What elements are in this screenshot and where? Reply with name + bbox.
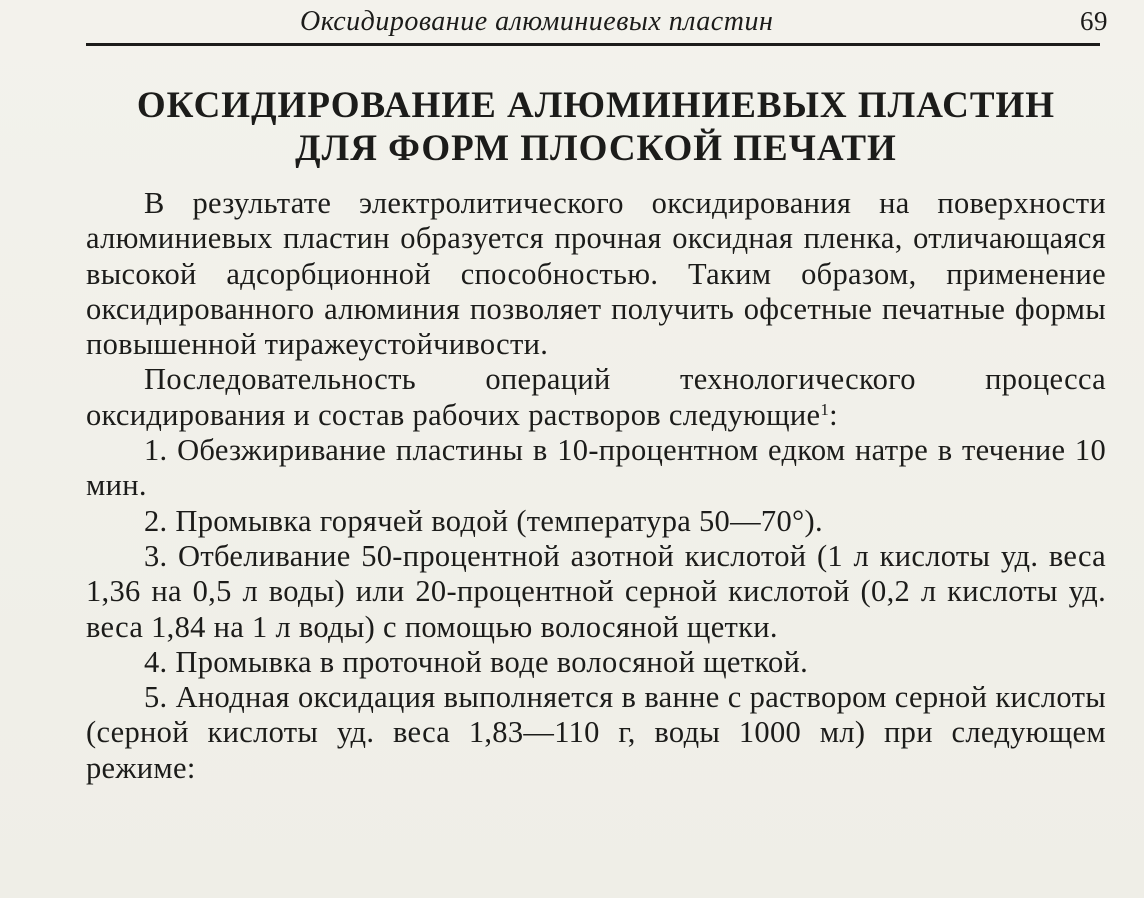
step-2: 2. Промывка горячей водой (температура 50—70°). [144, 503, 823, 538]
paragraph-sequence [86, 362, 1106, 433]
step-4: 4. Промывка в проточной воде волосяной щеткой. [144, 644, 809, 679]
step-3: 3. Отбеливание 50-процентной азотной кислотой (1 л кислоты уд. веса 1,36 на 0,5 л воды) или 20-процентной серной кислотой (0,2 л кислоты уд. веса 1,84 на 1 л воды) с помощью волосяной щетки. [86, 538, 1106, 644]
header-rule [86, 43, 1100, 46]
page-number: 69 [1080, 6, 1108, 36]
paragraph-sequence-colon: : [829, 397, 838, 432]
step-1: 1. Обезжиривание пластины в 10-процентном едком натре в течение 10 мин. [86, 433, 1106, 503]
running-header [86, 6, 1108, 36]
article-body [86, 186, 1106, 786]
footnote-marker: 1 [820, 399, 830, 419]
paragraph-intro: В результате электролитического оксидирования на поверхности алюминиевых пластин образуется прочная оксидная пленка, отличающаяся высокой адсорбционной способностью. Таким образом, применение оксидированного алюминия позволяет получить офсетные печатные формы повышенной тиражеустойчивости. [86, 186, 1106, 362]
article-title-line-1: ОКСИДИРОВАНИЕ АЛЮМИНИЕВЫХ ПЛАСТИН [136, 85, 1056, 126]
article-title [86, 84, 1106, 170]
running-title: Оксидирование алюминиевых пластин [300, 6, 774, 37]
step-5: 5. Анодная оксидация выполняется в ванне с раствором серной кислоты (серной кислоты уд. веса 1,83—110 г, воды 1000 мл) при следующем режиме: [86, 680, 1106, 785]
paragraph-sequence-text: Последовательность операций технологического процесса оксидирования и состав рабочих растворов следующие [86, 362, 1106, 432]
article-title-line-2: ДЛЯ ФОРМ ПЛОСКОЙ ПЕЧАТИ [295, 128, 897, 169]
